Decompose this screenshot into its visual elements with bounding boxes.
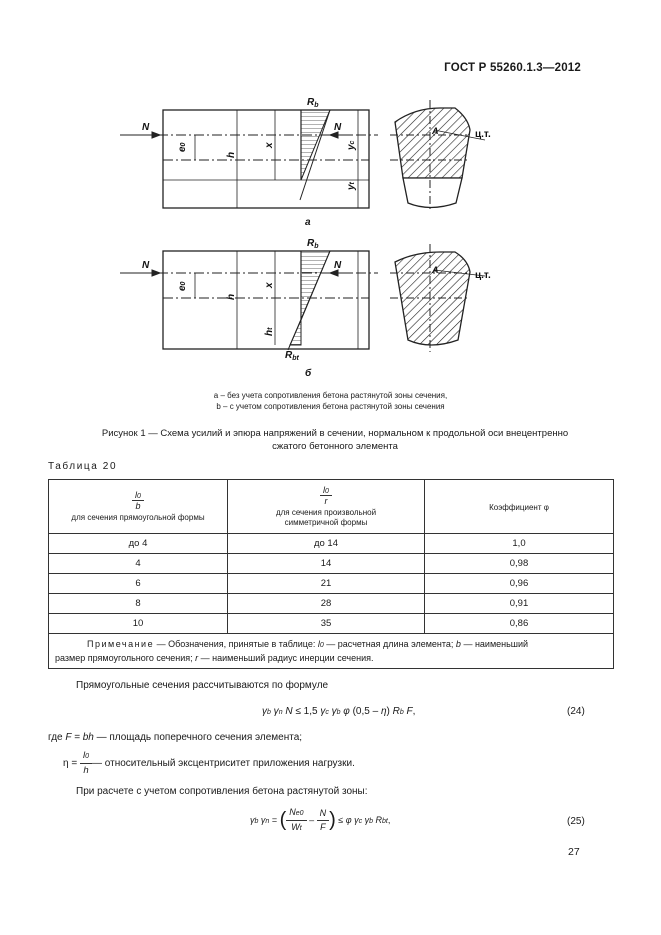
- table-header-row: [49, 480, 614, 534]
- label-a-b: A: [432, 265, 439, 275]
- paragraph-rectangular-sections: Прямоугольные сечения рассчитываются по формуле: [76, 680, 329, 691]
- cell: 4: [49, 554, 228, 574]
- table-row: [49, 534, 614, 554]
- cell: 21: [228, 574, 425, 594]
- cell: 8: [49, 594, 228, 614]
- label-rb-a: $R_b$: [307, 97, 319, 109]
- label-h-b: h: [226, 293, 237, 300]
- figure-caption: [70, 427, 600, 453]
- label-n-right-a: N: [334, 122, 342, 133]
- cell: 10: [49, 614, 228, 634]
- table-row: [49, 594, 614, 614]
- cell: 6: [49, 574, 228, 594]
- label-e0-b: e0: [177, 281, 188, 291]
- cell: 0,91: [425, 594, 614, 614]
- table-row: [49, 574, 614, 594]
- figure-legend-a: а – без учета сопротивления бетона растянутой зоны сечения,: [213, 391, 448, 400]
- header-col-1: $\frac{l0}{b}$ для сечения прямоугольной формы: [49, 480, 228, 534]
- label-x-b: x: [264, 282, 275, 288]
- table-title: Таблица 20: [48, 461, 118, 472]
- cell: 0,96: [425, 574, 614, 594]
- panel-label-a: а: [305, 217, 311, 228]
- label-x-a: x: [264, 142, 275, 148]
- figure-caption-line-2: сжатого бетонного элемента: [272, 441, 398, 452]
- fraction-l0-b: $\frac{l0}{b}$: [132, 490, 144, 511]
- cell: 28: [228, 594, 425, 614]
- equation-25-number: (25): [567, 816, 585, 827]
- label-ct-b: ц.т.: [475, 270, 491, 281]
- label-ht-b: ht: [264, 327, 275, 336]
- header-col-2: $\frac{l0}{r}$ для сечения произвольной симметричной формы: [228, 480, 425, 534]
- equation-24-number: (24): [567, 706, 585, 717]
- where-area-definition: где F = bh — площадь поперечного сечения элемента;: [48, 732, 303, 743]
- label-e0-a: e0: [177, 142, 188, 152]
- label-h-a: h: [226, 151, 237, 158]
- panel-label-b: б: [305, 368, 312, 379]
- paragraph-tension-zone: При расчете с учетом сопротивления бетона растянутой зоны:: [76, 786, 368, 797]
- label-rbt-b: $R_{bt}$: [285, 350, 299, 362]
- header-col-3: Коэффициент φ: [425, 480, 614, 534]
- label-n-left-a: N: [142, 122, 150, 133]
- cell: 14: [228, 554, 425, 574]
- cell: до 4: [49, 534, 228, 554]
- fraction-l0-r: $\frac{l0}{r}$: [320, 485, 332, 506]
- table-row: [49, 614, 614, 634]
- table-note-row: [49, 634, 614, 669]
- table-row: [49, 554, 614, 574]
- figure-legend-b: b – с учетом сопротивления бетона растянутой зоны сечения: [216, 402, 445, 411]
- cell: 0,86: [425, 614, 614, 634]
- table-note: Примечание — Обозначения, принятые в таблице: l0 — расчетная длина элемента; b — наименьший размер прямоугольного сечения; r — наименьший радиус инерции сечения.: [49, 634, 614, 669]
- label-n-right-b: N: [334, 260, 342, 271]
- label-yt-a: yt: [346, 182, 357, 190]
- label-ct-a: ц.т.: [475, 129, 491, 140]
- label-yc-a: yc: [346, 140, 357, 150]
- cell: 0,98: [425, 554, 614, 574]
- cell: до 14: [228, 534, 425, 554]
- eta-definition: η = $\frac{l0}{h}$ — относительный эксцентриситет приложения нагрузки.: [63, 750, 355, 776]
- cell: 35: [228, 614, 425, 634]
- label-rb-b: $R_b$: [307, 238, 319, 250]
- label-a-a: A: [432, 126, 439, 136]
- document-header: ГОСТ Р 55260.1.3—2012: [444, 62, 581, 74]
- equation-25: γb γn = ( $\frac{Ne0}{Wt}$ – $\frac{N}{F}$ ) ≤ φ γc γb Rbt ,: [250, 807, 391, 832]
- equation-24: γb γn N ≤ 1,5 γc γb φ (0,5 – η) Rb F,: [262, 706, 416, 717]
- figure-caption-line-1: Рисунок 1 — Схема усилий и эпюра напряжений в сечении, нормальном к продольной оси внецентренно: [101, 428, 569, 439]
- label-n-left-b: N: [142, 260, 150, 271]
- cell: 1,0: [425, 534, 614, 554]
- figure-1-diagram: [0, 0, 661, 400]
- table-20: [48, 479, 614, 669]
- page-number: 27: [568, 846, 580, 858]
